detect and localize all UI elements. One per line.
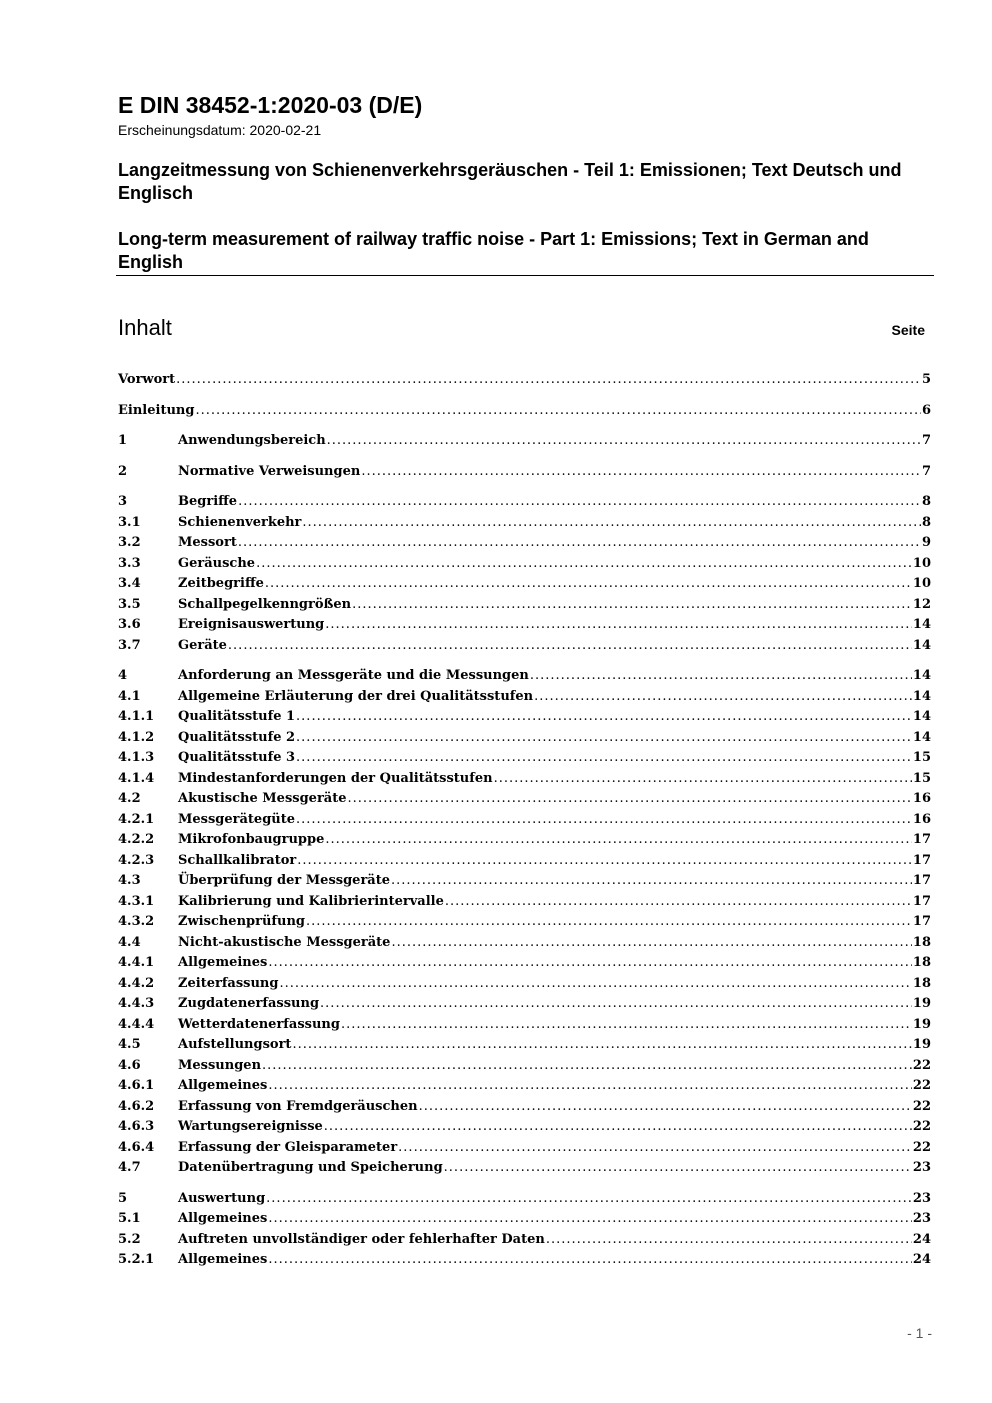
- toc-entry-title: Schallpegelkenngrößen: [178, 596, 352, 612]
- toc-entry-title: Kalibrierung und Kalibrierintervalle: [178, 893, 444, 909]
- toc-entry-page: 12: [912, 596, 931, 612]
- toc-entry-title: Vorwort: [118, 372, 176, 387]
- toc-entry-number: 4.1: [118, 688, 141, 704]
- toc-dot-leader: [238, 492, 921, 513]
- toc-dot-leader: [268, 1250, 912, 1271]
- toc-entry-page: 22: [912, 1139, 931, 1155]
- toc-entry-page: 14: [912, 617, 931, 632]
- toc-dot-leader: [419, 1097, 912, 1118]
- toc-entry-number: 4.6.3: [118, 1119, 155, 1134]
- toc-dot-leader: [297, 851, 912, 872]
- toc-entry-number: 3.1: [118, 514, 141, 530]
- toc-entry-title: Aufstellungsort: [178, 1037, 292, 1052]
- toc-entry[interactable]: [118, 574, 931, 595]
- toc-entry-title: Einleitung: [118, 402, 195, 418]
- toc-dot-leader: [268, 1209, 912, 1230]
- toc-entry[interactable]: [118, 707, 931, 728]
- toc-dot-leader: [296, 748, 912, 769]
- toc-entry-number: 4.6.1: [118, 1078, 155, 1093]
- toc-entry-page: 18: [912, 934, 931, 950]
- toc-entry-number: 4.4.1: [118, 955, 155, 970]
- toc-dot-leader: [266, 1189, 912, 1210]
- toc-entry[interactable]: [118, 595, 931, 616]
- toc-entry-page: 23: [912, 1190, 931, 1206]
- footer-page-number: - 1 -: [907, 1325, 932, 1341]
- toc-entry[interactable]: [118, 748, 931, 769]
- toc-entry-title: Mindestanforderungen der Qualitätsstufen: [178, 770, 493, 786]
- toc-entry-page: 19: [912, 1016, 931, 1032]
- toc-entry-number: 4.1.3: [118, 750, 155, 765]
- toc-entry-title: Auftreten unvollständiger oder fehlerhafter Daten: [178, 1231, 545, 1247]
- toc-entry-number: 4.2.3: [118, 852, 155, 868]
- toc-entry[interactable]: [118, 933, 931, 954]
- toc-entry[interactable]: [118, 1189, 931, 1210]
- toc-entry-number: 5.2.1: [118, 1252, 155, 1267]
- toc-entry-title: Mikrofonbaugruppe: [178, 832, 325, 847]
- toc-entry[interactable]: [118, 912, 931, 933]
- toc-entry-number: 4: [118, 668, 128, 683]
- publication-date: Erscheinungsdatum: 2020-02-21: [118, 122, 322, 138]
- toc-entry-number: 1: [118, 433, 128, 448]
- title-divider: [116, 275, 934, 276]
- toc-entry-page: 8: [921, 514, 931, 530]
- toc-entry-number: 4.2.1: [118, 811, 155, 827]
- toc-dot-leader: [530, 666, 912, 687]
- toc-entry-number: 3.4: [118, 576, 141, 591]
- toc-entry-page: 19: [912, 1037, 931, 1052]
- toc-dot-leader: [296, 707, 912, 728]
- toc-entry-title: Allgemeine Erläuterung der drei Qualitätsstufen: [178, 688, 534, 704]
- toc-entry-number: 4.7: [118, 1160, 141, 1175]
- toc-entry-title: Ereignisauswertung: [178, 617, 325, 632]
- toc-entry-number: 5.1: [118, 1211, 141, 1226]
- toc-dot-leader: [262, 1056, 912, 1077]
- toc-entry-page: 23: [912, 1211, 931, 1226]
- toc-entry[interactable]: [118, 1250, 931, 1271]
- toc-entry-number: 4.4.3: [118, 996, 155, 1011]
- toc-page-column-label: Seite: [891, 322, 925, 338]
- toc-entry-page: 17: [912, 852, 931, 868]
- toc-dot-leader: [534, 687, 912, 708]
- toc-entry-title: Allgemeines: [178, 1252, 268, 1267]
- toc-entry-number: 4.3: [118, 873, 141, 888]
- toc-dot-leader: [292, 1035, 911, 1056]
- toc-entry-number: 5: [118, 1190, 128, 1206]
- toc-entry-title: Auswertung: [178, 1190, 266, 1206]
- toc-dot-leader: [546, 1230, 912, 1251]
- toc-entry-page: 16: [912, 811, 931, 827]
- toc-entry-page: 9: [921, 535, 931, 550]
- toc-entry-page: 10: [912, 555, 931, 571]
- toc-entry[interactable]: [118, 1035, 931, 1056]
- toc-entry-title: Erfassung von Fremdgeräuschen: [178, 1098, 418, 1114]
- toc-entry[interactable]: [118, 728, 931, 749]
- toc-dot-leader: [391, 933, 911, 954]
- toc-dot-leader: [296, 728, 912, 749]
- toc-entry-number: 4.4.2: [118, 975, 155, 991]
- toc-entry[interactable]: [118, 462, 931, 483]
- toc-dot-leader: [302, 513, 921, 534]
- toc-entry[interactable]: [118, 892, 931, 913]
- toc-entry-title: Zeitbegriffe: [178, 576, 264, 591]
- toc-entry[interactable]: [118, 789, 931, 810]
- toc-entry-number: 4.6: [118, 1057, 141, 1073]
- toc-entry-page: 22: [912, 1098, 931, 1114]
- toc-dot-leader: [391, 871, 912, 892]
- toc-entry-page: 22: [912, 1119, 931, 1134]
- document-id: E DIN 38452-1:2020-03 (D/E): [118, 92, 423, 118]
- toc-entry-number: 4.6.2: [118, 1098, 155, 1114]
- title-german: Langzeitmessung von Schienenverkehrsgeräuschen - Teil 1: Emissionen; Text Deutsch und Englisch: [118, 160, 902, 203]
- title-english: Long-term measurement of railway traffic noise - Part 1: Emissions; Text in German and English: [118, 229, 869, 272]
- toc-entry[interactable]: [118, 1230, 931, 1251]
- toc-entry-title: Nicht-akustische Messgeräte: [178, 934, 391, 950]
- toc-entry[interactable]: [118, 851, 931, 872]
- toc-entry-page: 24: [912, 1252, 931, 1267]
- toc-entry[interactable]: [118, 769, 931, 790]
- toc-entry[interactable]: [118, 1076, 931, 1097]
- toc-entry[interactable]: [118, 370, 931, 391]
- toc-entry-page: 14: [912, 729, 931, 745]
- toc-dot-leader: [306, 912, 912, 933]
- toc-entry-page: 22: [912, 1078, 931, 1093]
- toc-entry[interactable]: [118, 401, 931, 422]
- toc-entry-title: Anforderung an Messgeräte und die Messungen: [178, 668, 529, 683]
- toc-entry-number: 4.2: [118, 791, 141, 806]
- toc-entry-title: Zwischenprüfung: [178, 914, 306, 929]
- toc-entry[interactable]: [118, 830, 931, 851]
- toc-entry-title: Überprüfung der Messgeräte: [178, 873, 390, 888]
- toc-entry-title: Allgemeines: [178, 1078, 268, 1093]
- toc-dot-leader: [279, 974, 911, 995]
- toc-entry-title: Anwendungsbereich: [178, 433, 326, 448]
- toc-entry-number: 4.4.4: [118, 1016, 155, 1032]
- toc-entry-page: 24: [912, 1231, 931, 1247]
- toc-entry[interactable]: [118, 687, 931, 708]
- toc-dot-leader: [320, 994, 912, 1015]
- toc-dot-leader: [325, 830, 912, 851]
- toc-entry-title: Messort: [178, 535, 237, 550]
- toc-entry-title: Begriffe: [178, 494, 238, 509]
- toc-entry-title: Qualitätsstufe 1: [178, 709, 296, 724]
- toc-entry[interactable]: [118, 1015, 931, 1036]
- toc-dot-leader: [195, 401, 921, 422]
- toc-entry[interactable]: [118, 1097, 931, 1118]
- toc-dot-leader: [268, 953, 912, 974]
- toc-entry[interactable]: [118, 554, 931, 575]
- toc-entry[interactable]: [118, 974, 931, 995]
- toc-entry[interactable]: [118, 871, 931, 892]
- toc-entry-number: 4.4: [118, 934, 141, 950]
- toc-entry-page: 7: [921, 463, 931, 479]
- toc-entry[interactable]: [118, 636, 931, 657]
- toc-entry-page: 18: [912, 975, 931, 991]
- toc-entry-number: 2: [118, 463, 128, 479]
- toc-entry[interactable]: [118, 1117, 931, 1138]
- toc-entry-page: 5: [921, 372, 931, 387]
- toc-entry-page: 8: [921, 494, 931, 509]
- toc-entry-title: Geräte: [178, 637, 227, 653]
- toc-entry-page: 16: [912, 791, 931, 806]
- toc-entry-number: 3.3: [118, 555, 141, 571]
- toc-entry[interactable]: [118, 1138, 931, 1159]
- toc-entry-number: 4.1.4: [118, 770, 155, 786]
- toc-entry-title: Zeiterfassung: [178, 975, 279, 991]
- toc-entry-number: 4.5: [118, 1037, 141, 1052]
- toc-entry-page: 14: [912, 709, 931, 724]
- toc-entry-page: 14: [912, 668, 931, 683]
- toc-entry-title: Allgemeines: [178, 955, 268, 970]
- toc-entry-title: Allgemeines: [178, 1211, 268, 1226]
- toc-entry-page: 23: [912, 1160, 931, 1175]
- toc-entry-title: Qualitätsstufe 2: [178, 729, 296, 745]
- toc-entry-page: 19: [912, 996, 931, 1011]
- toc-entry[interactable]: [118, 1209, 931, 1230]
- toc-entry[interactable]: [118, 953, 931, 974]
- toc-entry-number: 3.2: [118, 535, 141, 550]
- toc-entry-number: 4.3.1: [118, 893, 155, 909]
- toc-dot-leader: [352, 595, 912, 616]
- toc-dot-leader: [228, 636, 912, 657]
- toc-entry-title: Erfassung der Gleisparameter: [178, 1139, 398, 1155]
- toc-entry[interactable]: [118, 810, 931, 831]
- toc-entry-page: 15: [912, 750, 931, 765]
- toc-entry-number: 4.6.4: [118, 1139, 155, 1155]
- toc-entry-title: Datenübertragung und Speicherung: [178, 1160, 443, 1175]
- toc-dot-leader: [268, 1076, 912, 1097]
- toc-entry-title: Schienenverkehr: [178, 514, 302, 530]
- toc-dot-leader: [444, 1158, 912, 1179]
- toc-dot-leader: [256, 554, 912, 575]
- toc-entry-page: 17: [912, 832, 931, 847]
- toc-entry-number: 4.3.2: [118, 914, 155, 929]
- toc-dot-leader: [361, 462, 921, 483]
- toc-dot-leader: [327, 431, 921, 452]
- toc-entry[interactable]: [118, 994, 931, 1015]
- toc-entry[interactable]: [118, 533, 931, 554]
- toc-dot-leader: [494, 769, 912, 790]
- toc-entry-title: Wartungsereignisse: [178, 1119, 323, 1134]
- toc-entry[interactable]: [118, 513, 931, 534]
- toc-entry-page: 17: [912, 914, 931, 929]
- toc-entry-page: 7: [921, 433, 931, 448]
- toc-entry-page: 14: [912, 688, 931, 704]
- toc-entry[interactable]: [118, 431, 931, 452]
- toc-entry-number: 3: [118, 494, 128, 509]
- toc-entry[interactable]: [118, 615, 931, 636]
- toc-entry-page: 17: [912, 893, 931, 909]
- toc-entry[interactable]: [118, 492, 931, 513]
- toc-entry-page: 17: [912, 873, 931, 888]
- toc-entry-number: 3.6: [118, 617, 141, 632]
- toc-entry-page: 22: [912, 1057, 931, 1073]
- table-of-contents: [118, 370, 931, 1271]
- toc-dot-leader: [238, 533, 921, 554]
- toc-entry-page: 6: [921, 402, 931, 418]
- toc-entry-page: 14: [912, 637, 931, 653]
- toc-heading: Inhalt: [118, 315, 172, 340]
- toc-dot-leader: [445, 892, 912, 913]
- toc-dot-leader: [348, 789, 912, 810]
- toc-entry-title: Zugdatenerfassung: [178, 996, 320, 1011]
- toc-entry-title: Akustische Messgeräte: [178, 791, 347, 806]
- toc-dot-leader: [176, 370, 921, 391]
- toc-entry[interactable]: [118, 1056, 931, 1077]
- toc-entry-title: Normative Verweisungen: [178, 463, 361, 479]
- toc-dot-leader: [296, 810, 912, 831]
- toc-entry[interactable]: [118, 666, 931, 687]
- toc-entry-title: Messgerätegüte: [178, 811, 296, 827]
- toc-dot-leader: [325, 615, 912, 636]
- toc-entry-number: 4.1.2: [118, 729, 155, 745]
- toc-entry[interactable]: [118, 1158, 931, 1179]
- toc-dot-leader: [341, 1015, 912, 1036]
- toc-entry-page: 18: [912, 955, 931, 970]
- toc-dot-leader: [398, 1138, 912, 1159]
- toc-entry-number: 4.1.1: [118, 709, 155, 724]
- toc-entry-title: Geräusche: [178, 555, 256, 571]
- toc-entry-page: 10: [912, 576, 931, 591]
- toc-entry-page: 15: [912, 770, 931, 786]
- toc-dot-leader: [265, 574, 912, 595]
- toc-entry-title: Qualitätsstufe 3: [178, 750, 296, 765]
- toc-dot-leader: [324, 1117, 912, 1138]
- toc-entry-number: 3.7: [118, 637, 141, 653]
- toc-entry-title: Wetterdatenerfassung: [178, 1016, 340, 1032]
- toc-entry-number: 3.5: [118, 596, 141, 612]
- toc-entry-title: Schallkalibrator: [178, 852, 297, 868]
- toc-entry-title: Messungen: [178, 1057, 262, 1073]
- toc-entry-number: 5.2: [118, 1231, 141, 1247]
- toc-entry-number: 4.2.2: [118, 832, 155, 847]
